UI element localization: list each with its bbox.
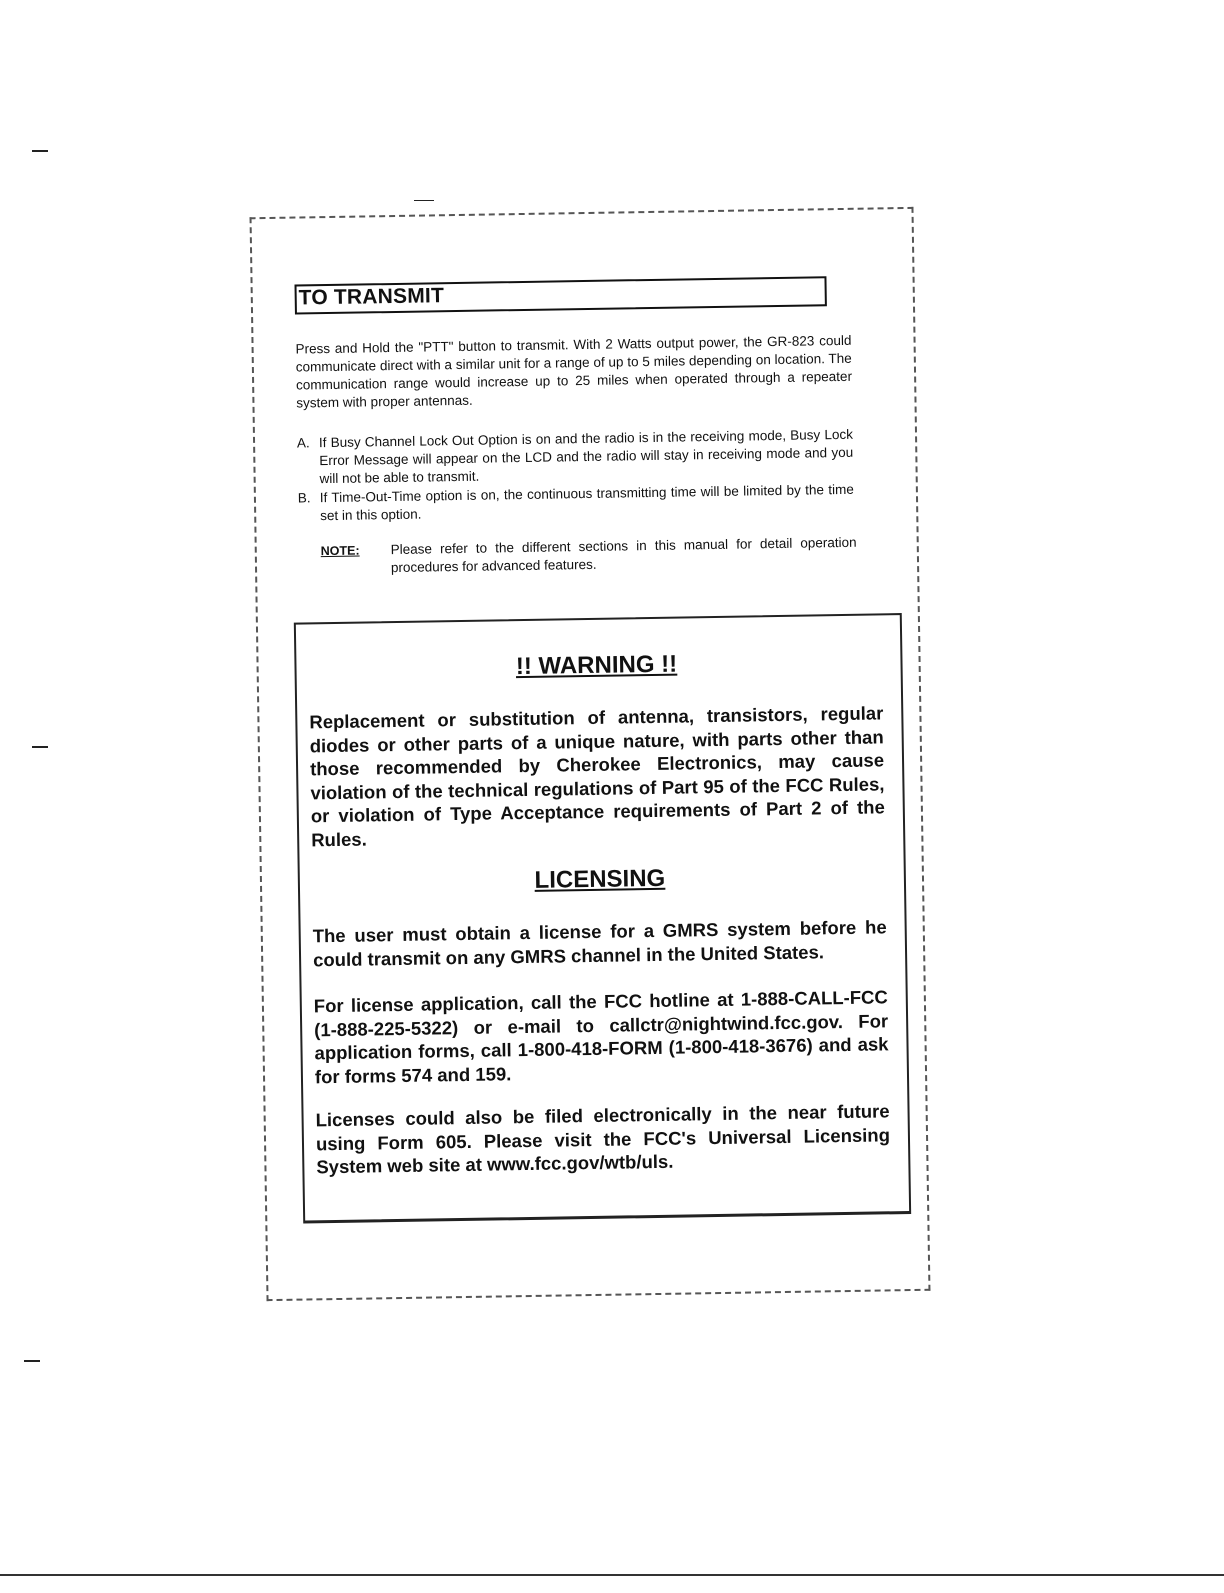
note — [321, 534, 857, 578]
section-title: TO TRANSMIT — [298, 284, 445, 310]
licensing-paragraph: For license application, call the FCC hotline at 1-888-CALL-FCC (1-888-225-5322) or e-mail to callctr@nightwind.fcc.gov. For application forms, call 1-800-418-FORM (1-800-418-3676) and ask for forms 574 and 159. — [313, 986, 889, 1087]
list-item — [298, 481, 854, 526]
list-item — [297, 426, 854, 489]
note-label: NOTE: — [320, 543, 360, 559]
list-marker: A. — [296, 435, 310, 451]
list-item-text: If Time-Out-Time option is on, the continuous transmitting time will be limited by the time set in this option. — [319, 481, 854, 524]
warning-text: Replacement or substitution of antenna, transistors, regular diodes or other parts of a unique nature, with parts other than those recommended by Cherokee Electronics, may cause violation of the technical regulations of Part 95 of the FCC Rules, or violation of Type Acceptance requirements of Part 2 of the Rules. — [309, 702, 885, 850]
list-marker: B. — [297, 490, 311, 506]
licensing-heading: LICENSING — [534, 864, 666, 894]
transmit-intro: Press and Hold the "PTT" button to transmit. With 2 Watts output power, the GR-823 could communicate direct with a similar unit for a range of up to 5 miles depending on location. The communication range would increase up to 25 miles when operated through a repeater system with proper antennas. — [295, 332, 853, 411]
licensing-paragraph: The user must obtain a license for a GMRS system before he could transmit on any GMRS channel in the United States. — [312, 916, 887, 970]
warning-heading: !! WARNING !! — [515, 650, 678, 681]
note-text: Please refer to the different sections in this manual for detail operation procedures for advanced features. — [390, 534, 857, 576]
list-item-text: If Busy Channel Lock Out Option is on and the radio is in the receiving mode, Busy Lock Error Message will appear on the LCD and the radio will stay in receiving mode and you will not be able to transmit. — [318, 426, 854, 487]
licensing-paragraph: Licenses could also be filed electronically in the near future using Form 605. Please visit the FCC's Universal Licensing System web site at www.fcc.gov/wtb/uls. — [315, 1100, 891, 1178]
